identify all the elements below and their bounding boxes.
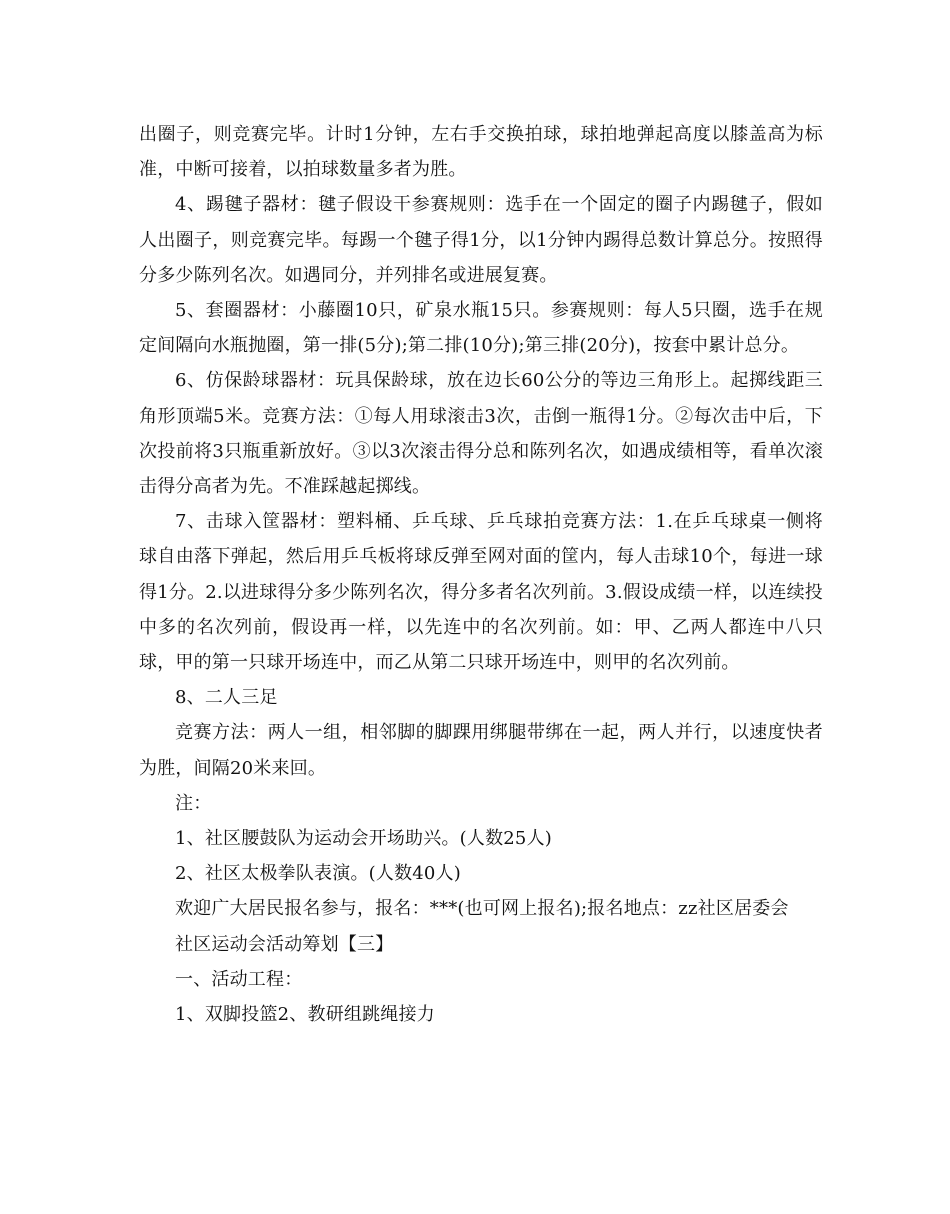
paragraph-note-label: 注： bbox=[175, 792, 212, 814]
paragraph-item-5-ring-toss: 5、套圈器材：小藤圈10只，矿泉水瓶15只。参赛规则：每人5只圈，选手在规定间隔向水瓶抛圈，第一排(5分);第二排(10分);第三排(20分)，按套中累计总分。 bbox=[139, 300, 823, 357]
paragraph-item-6-bowling: 6、仿保龄球器材：玩具保龄球，放在边长60公分的等边三角形上。起掷线距三角形顶端5米。竞赛方法：①每人用球滚击3次，击倒一瓶得1分。②每次击中后，下次投前将3只瓶重新放好。③以3次滚击得分总和陈列名次，如遇成绩相等，看单次滚击得分高者为先。不准踩越起掷线。 bbox=[139, 370, 823, 498]
document-body bbox=[139, 117, 823, 1032]
section-title: 社区运动会活动筹划【三】 bbox=[175, 933, 394, 955]
paragraph-continuation: 出圈子，则竞赛完毕。计时1分钟，左右手交换拍球，球拍地弹起高度以膝盖高为标准，中断可接着，以拍球数量多者为胜。 bbox=[139, 124, 823, 181]
paragraph-item-7-ball-basket: 7、击球入筐器材：塑料桶、乒乓球、乒乓球拍竞赛方法：1.在乒乓球桌一侧将球自由落下弹起，然后用乒乓板将球反弹至网对面的筐内，每人击球10个，每进一球得1分。2.以进球得分多少陈列名次，得分多者名次列前。3.假设成绩一样，以连续投中多的名次列前，假设再一样，以先连中的名次列前。如：甲、乙两人都连中八只球，甲的第一只球开场连中，而乙从第二只球开场连中，则甲的名次列前。 bbox=[139, 511, 823, 674]
paragraph-event-list: 1、双脚投篮2、教研组跳绳接力 bbox=[175, 1004, 435, 1026]
paragraph-item-8-heading: 8、二人三足 bbox=[175, 687, 278, 709]
paragraph-note-2: 2、社区太极拳队表演。(人数40人) bbox=[175, 863, 461, 885]
paragraph-item-8-method: 竞赛方法：两人一组，相邻脚的脚踝用绑腿带绑在一起，两人并行，以速度快者为胜，间隔20米来回。 bbox=[139, 722, 823, 779]
paragraph-note-1: 1、社区腰鼓队为运动会开场助兴。(人数25人) bbox=[175, 828, 552, 850]
paragraph-registration: 欢迎广大居民报名参与，报名：***(也可网上报名);报名地点：zz社区居委会 bbox=[175, 898, 789, 920]
section-subheading: 一、活动工程： bbox=[175, 968, 303, 990]
paragraph-item-4-shuttlecock: 4、踢毽子器材：毽子假设干参赛规则：选手在一个固定的圈子内踢毽子，假如人出圈子，则竞赛完毕。每踢一个毽子得1分，以1分钟内踢得总数计算总分。按照得分多少陈列名次。如遇同分，并列排名或进展复赛。 bbox=[139, 194, 823, 286]
